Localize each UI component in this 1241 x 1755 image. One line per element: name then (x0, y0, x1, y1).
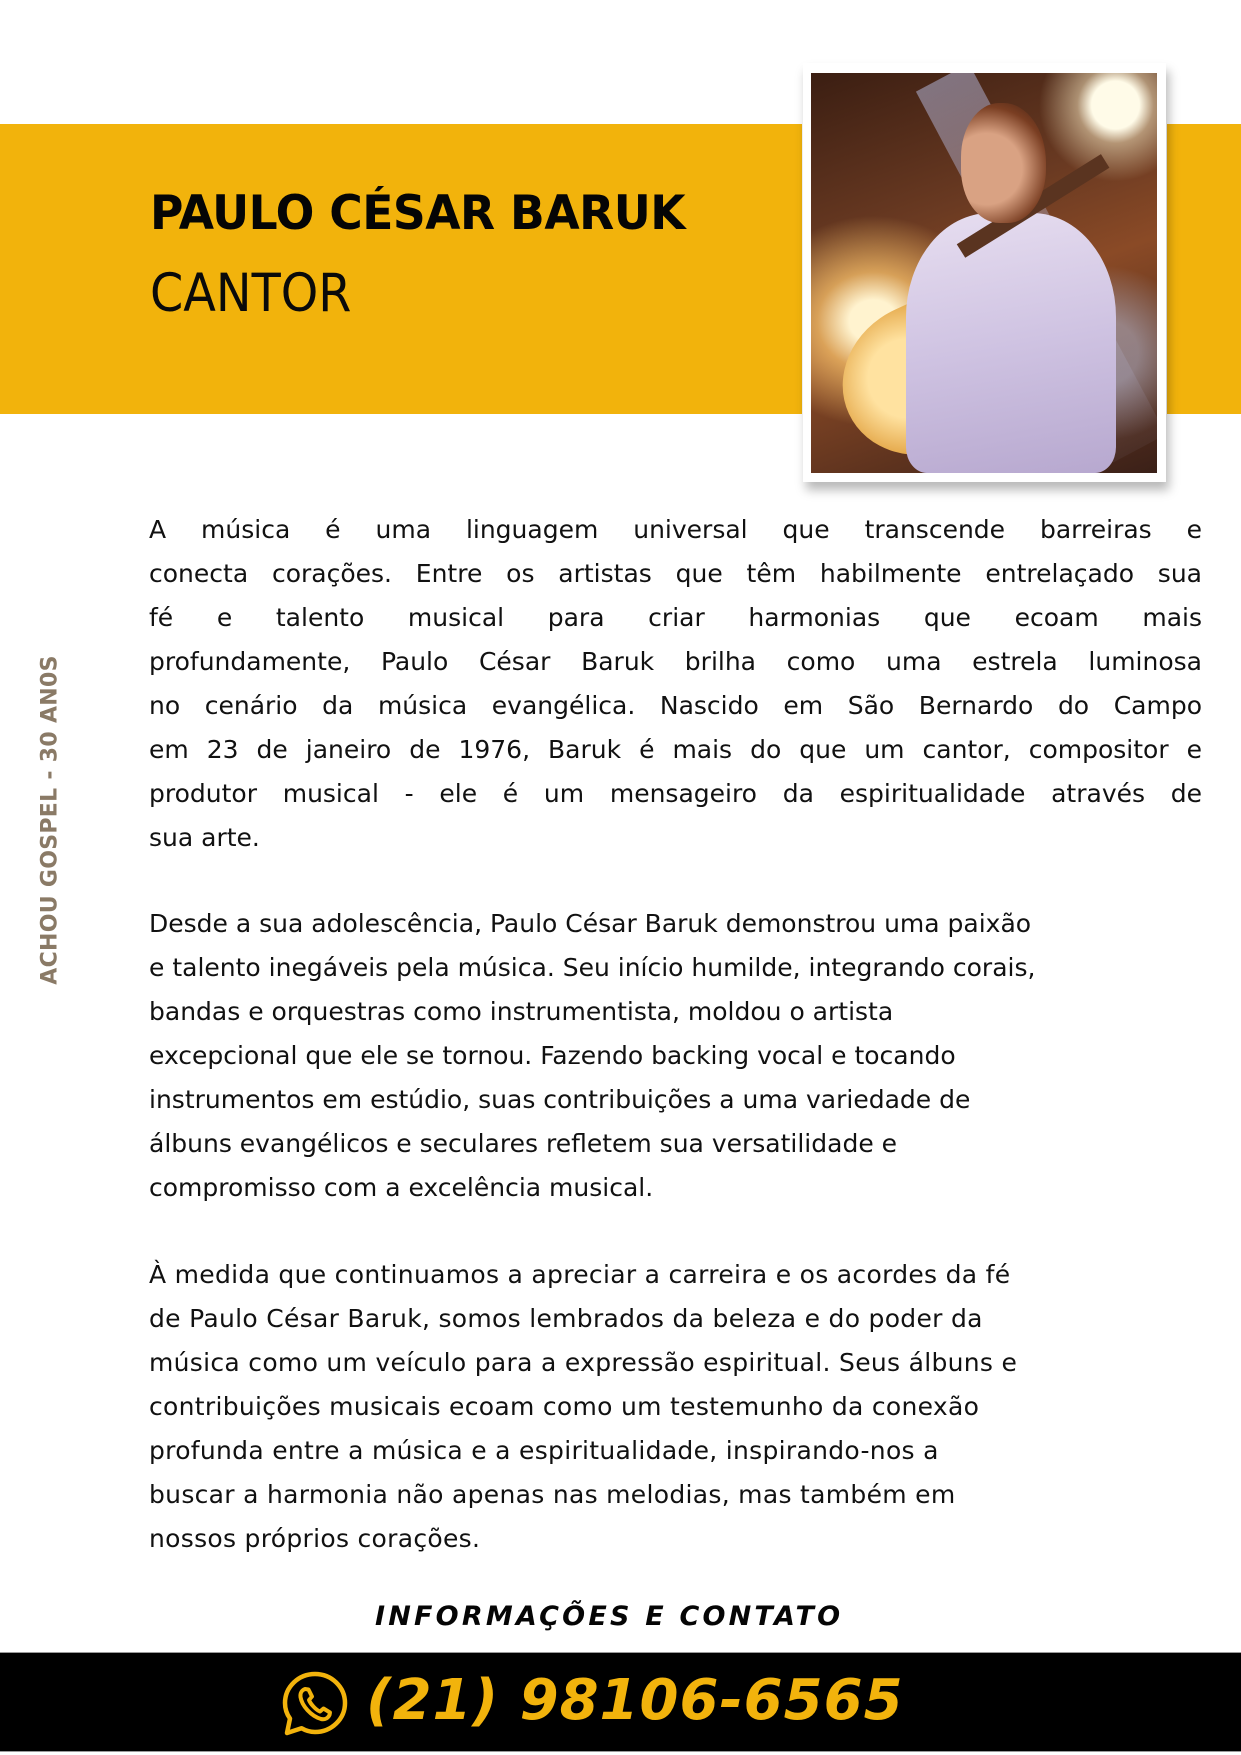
text-line: sua arte. (149, 823, 260, 852)
paragraph-3 (149, 1253, 1184, 1561)
paragraph-2 (149, 902, 1184, 1210)
text-line: excepcional que ele se tornou. Fazendo backing vocal e tocando (149, 1041, 956, 1070)
text-line: bandas e orquestras como instrumentista, moldou o artista (149, 997, 894, 1026)
artist-name: PAULO CÉSAR BARUK (150, 186, 686, 241)
text-line: música como um veículo para a expressão espiritual. Seus álbuns e (149, 1348, 1018, 1377)
photo-frame (803, 63, 1166, 482)
text-line: fé e talento musical para criar harmonias que ecoam mais (149, 603, 1202, 632)
text-line: nossos próprios corações. (149, 1524, 481, 1553)
shirt (906, 213, 1116, 473)
text-line: produtor musical - ele é um mensageiro da espiritualidade através de (149, 779, 1202, 808)
text-line: profunda entre a música e a espiritualidade, inspirando-nos a (149, 1436, 939, 1465)
contact-heading: INFORMAÇÕES E CONTATO (375, 1601, 844, 1632)
phone-number[interactable]: (21) 98106-6565 (366, 1668, 904, 1733)
head (961, 103, 1046, 223)
whatsapp-icon (281, 1670, 349, 1738)
text-line: contribuições musicais ecoam como um testemunho da conexão (149, 1392, 980, 1421)
text-line: À medida que continuamos a apreciar a carreira e os acordes da fé (149, 1260, 1011, 1289)
artist-role: CANTOR (150, 263, 352, 324)
text-line: profundamente, Paulo César Baruk brilha como uma estrela luminosa (149, 647, 1202, 676)
text-line: e talento inegáveis pela música. Seu início humilde, integrando corais, (149, 953, 1036, 982)
text-line: álbuns evangélicos e seculares refletem sua versatilidade e (149, 1129, 898, 1158)
text-line: A música é uma linguagem universal que transcende barreiras e (149, 515, 1202, 544)
text-line: em 23 de janeiro de 1976, Baruk é mais do que um cantor, compositor e (149, 735, 1202, 764)
text-line: de Paulo César Baruk, somos lembrados da beleza e do poder da (149, 1304, 983, 1333)
paragraph-1 (149, 508, 1202, 860)
text-line: compromisso com a excelência musical. (149, 1173, 654, 1202)
contact-bar (0, 1652, 1241, 1752)
text-line: no cenário da música evangélica. Nascido em São Bernardo do Campo (149, 691, 1202, 720)
header-band-left (0, 124, 802, 414)
text-line: Desde a sua adolescência, Paulo César Baruk demonstrou uma paixão (149, 909, 1032, 938)
text-line: instrumentos em estúdio, suas contribuições a uma variedade de (149, 1085, 971, 1114)
artist-photo (811, 73, 1157, 473)
text-line: conecta corações. Entre os artistas que têm habilmente entrelaçado sua (149, 559, 1202, 588)
text-line: buscar a harmonia não apenas nas melodias, mas também em (149, 1480, 956, 1509)
header-band-right (1167, 124, 1241, 414)
side-label: ACHOU GOSPEL - 30 AN0S (37, 655, 63, 985)
